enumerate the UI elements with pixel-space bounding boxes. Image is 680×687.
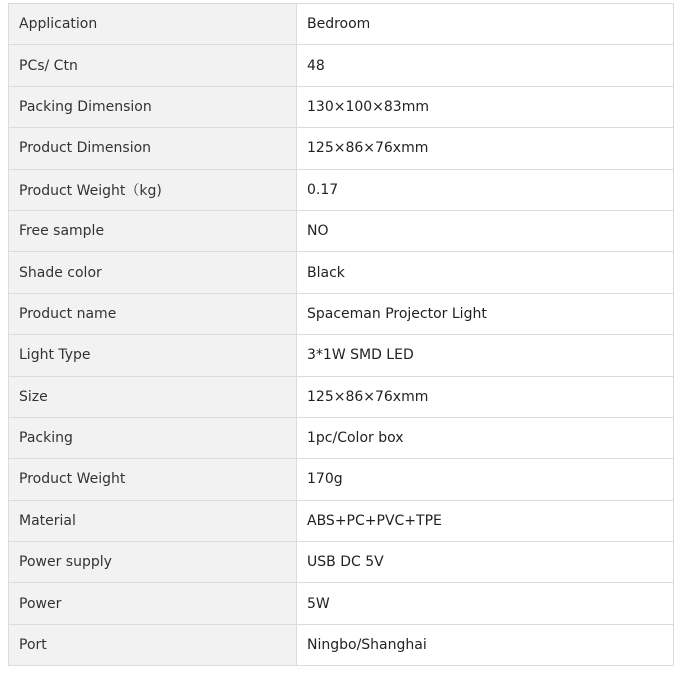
spec-value: Ningbo/Shanghai [297, 624, 674, 665]
table-row [9, 293, 674, 334]
spec-label: Power supply [9, 542, 297, 583]
table-row [9, 210, 674, 251]
table-row [9, 500, 674, 541]
spec-label: Packing [9, 417, 297, 458]
spec-label: Free sample [9, 210, 297, 251]
spec-value: 125×86×76xmm [297, 376, 674, 417]
spec-value: 5W [297, 583, 674, 624]
spec-label: Packing Dimension [9, 86, 297, 127]
spec-value: ABS+PC+PVC+TPE [297, 500, 674, 541]
spec-label: Size [9, 376, 297, 417]
spec-value: Bedroom [297, 4, 674, 45]
table-row [9, 4, 674, 45]
spec-label: Product Weight [9, 459, 297, 500]
spec-value: 170g [297, 459, 674, 500]
spec-label: Material [9, 500, 297, 541]
table-row [9, 252, 674, 293]
table-row [9, 417, 674, 458]
table-row [9, 128, 674, 169]
spec-value: 48 [297, 45, 674, 86]
table-row [9, 542, 674, 583]
spec-value: 0.17 [297, 169, 674, 210]
spec-label: Power [9, 583, 297, 624]
spec-label: Product Weight（kg) [9, 169, 297, 210]
table-row [9, 335, 674, 376]
spec-label: PCs/ Ctn [9, 45, 297, 86]
spec-label: Product Dimension [9, 128, 297, 169]
table-row [9, 459, 674, 500]
spec-label: Product name [9, 293, 297, 334]
spec-label: Port [9, 624, 297, 665]
spec-value: Black [297, 252, 674, 293]
spec-label: Application [9, 4, 297, 45]
table-row [9, 624, 674, 665]
table-row [9, 169, 674, 210]
spec-value: NO [297, 210, 674, 251]
spec-label: Shade color [9, 252, 297, 293]
table-row [9, 45, 674, 86]
spec-value: Spaceman Projector Light [297, 293, 674, 334]
spec-label: Light Type [9, 335, 297, 376]
spec-value: 3*1W SMD LED [297, 335, 674, 376]
spec-value: 125×86×76xmm [297, 128, 674, 169]
table-row [9, 86, 674, 127]
product-spec-table [8, 3, 674, 666]
spec-value: 130×100×83mm [297, 86, 674, 127]
table-row [9, 583, 674, 624]
spec-value: USB DC 5V [297, 542, 674, 583]
spec-value: 1pc/Color box [297, 417, 674, 458]
table-row [9, 376, 674, 417]
